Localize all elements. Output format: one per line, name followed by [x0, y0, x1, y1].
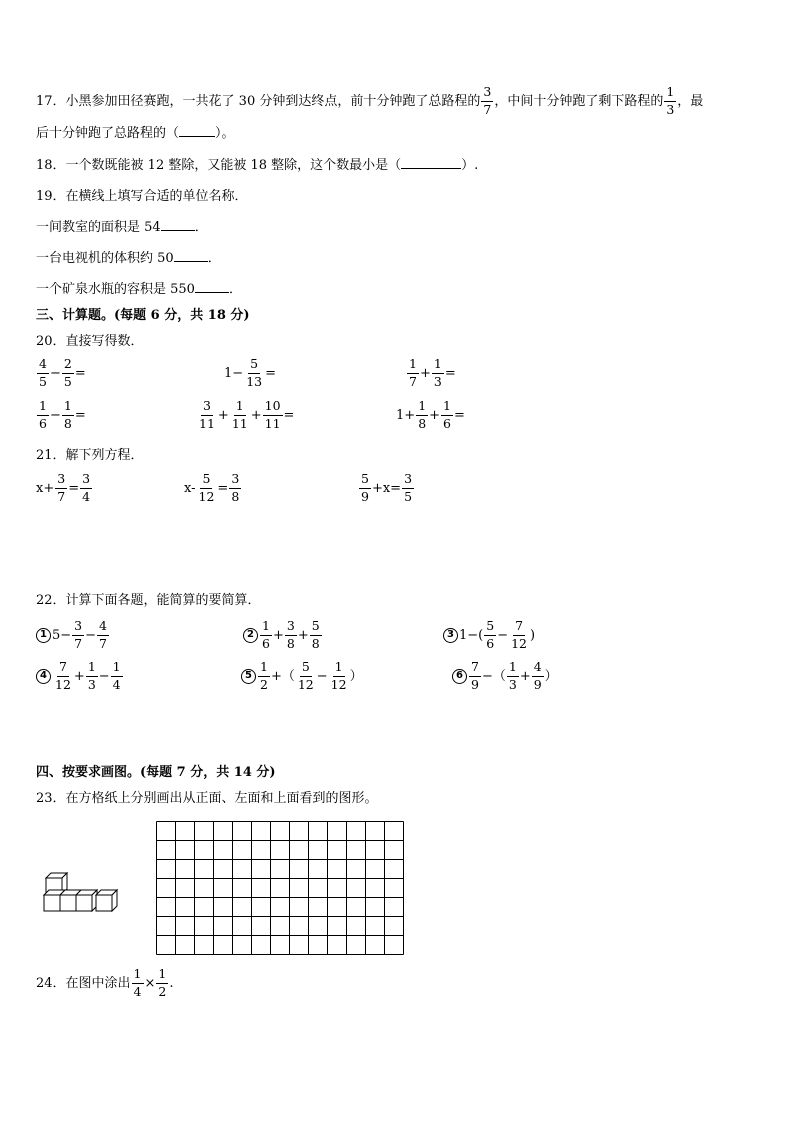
q22-problem-5: 5 $\frac{1}{2}$ +（ $\frac{5}{12}$ − $\frac{1}{12}$ ） [241, 661, 363, 691]
square-grid-paper[interactable] [156, 821, 404, 955]
question-17-line1 [36, 86, 703, 116]
section-3-heading: 三、计算题。(每题 6 分，共 18 分) [36, 308, 250, 323]
q22-problem-6: 6 $\frac{7}{9}$ −（ $\frac{1}{3}$ + $\frac{4}{9}$ ） [452, 661, 558, 691]
q22-problem-2: 2 $\frac{1}{6}$ + $\frac{3}{8}$ + $\frac{5}{8}$ [243, 620, 323, 650]
q21-equation-1: x+ $\frac{3}{7}$ = $\frac{3}{4}$ [36, 471, 91, 504]
question-19-title: 19．在横线上填写合适的单位名称． [36, 189, 248, 204]
q17-fraction-2: $\frac{1}{3}$ [666, 84, 675, 117]
q21-equation-2: x- $\frac{5}{12}$ = $\frac{3}{8}$ [184, 471, 240, 504]
question-21-title: 21．解下列方程． [36, 448, 144, 463]
answer-blank[interactable] [174, 261, 208, 262]
circled-number: 4 [36, 669, 51, 684]
circled-number: 6 [452, 669, 467, 684]
q20-expr-6: 1 + $\frac{1}{8}$ + $\frac{1}{6}$ = [396, 398, 465, 431]
answer-blank[interactable] [401, 168, 461, 169]
q17-text-b: ，中间十分钟跑了剩下路程的 [494, 93, 664, 109]
q22-problem-1: 1 5− $\frac{3}{7}$ − $\frac{4}{7}$ [36, 620, 110, 650]
question-20-title: 20．直接写得数． [36, 334, 144, 349]
question-19-item-2: 一台电视机的体积约 50 ． [36, 251, 221, 266]
q22-problem-4: 4 $\frac{7}{12}$ + $\frac{1}{3}$ − $\frac{1}{4}$ [36, 661, 124, 691]
q20-expr-2: 1 − $\frac{5}{13}$ = [224, 356, 276, 389]
q20-expr-3: $\frac{1}{7}$ + $\frac{1}{3}$ = [409, 356, 456, 389]
q20-expr-4: $\frac{1}{6}$ − $\frac{1}{8}$ = [39, 398, 86, 431]
question-19-item-3: 一个矿泉水瓶的容积是 550 ． [36, 282, 242, 297]
circled-number: 1 [36, 628, 51, 643]
question-17-line2: 后十分钟跑了总路程的（ ）。 [36, 126, 235, 141]
question-23-title: 23．在方格纸上分别画出从正面、左面和上面看到的图形。 [36, 791, 378, 806]
q20-expr-5: $\frac{3}{11}$ + $\frac{1}{11}$ + $\frac{10}{11}$ = [199, 398, 295, 431]
answer-blank[interactable] [161, 230, 195, 231]
q17-text-c: ，最 [677, 93, 704, 109]
circled-number: 5 [241, 669, 256, 684]
q20-expr-1: $\frac{4}{5}$ − $\frac{2}{5}$ = [39, 356, 86, 389]
cube-stack-figure [40, 870, 120, 914]
section-4-heading: 四、按要求画图。(每题 7 分，共 14 分) [36, 765, 276, 780]
q17-fraction-1: $\frac{3}{7}$ [483, 84, 492, 117]
circled-number: 2 [243, 628, 258, 643]
answer-blank[interactable] [179, 136, 215, 137]
q22-problem-3: 3 1−( $\frac{5}{6}$ − $\frac{7}{12}$ ) [443, 620, 535, 650]
q17-text-a: 17．小黑参加田径赛跑，一共花了 30 分钟到达终点，前十分钟跑了总路程的 [36, 93, 481, 109]
q21-equation-3: $\frac{5}{9}$ +x= $\frac{3}{5}$ [361, 471, 413, 504]
question-22-title: 22．计算下面各题，能简算的要简算． [36, 593, 261, 608]
circled-number: 3 [443, 628, 458, 643]
question-24: 24．在图中涂出 $\frac{1}{4}$ × $\frac{1}{2}$ . [36, 966, 174, 999]
question-18: 18．一个数既能被 12 整除，又能被 18 整除，这个数最小是（ ）. [36, 158, 479, 173]
answer-blank[interactable] [195, 292, 229, 293]
question-19-item-1: 一间教室的面积是 54 ． [36, 220, 208, 235]
